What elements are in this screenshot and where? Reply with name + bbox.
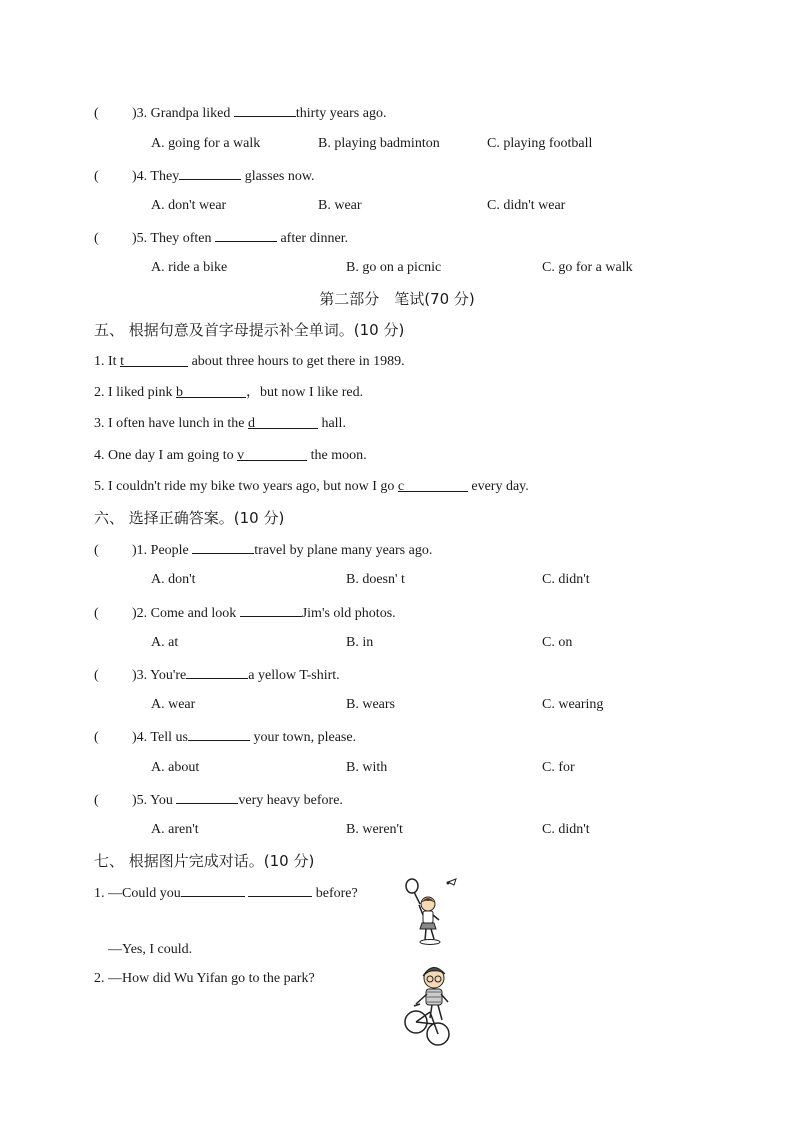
question-1: ( )1. People travel by plane many years ago. bbox=[94, 540, 432, 560]
section-7-title: 七、 根据图片完成对话。(10 分) bbox=[94, 852, 315, 870]
blank[interactable]: c bbox=[398, 478, 468, 492]
blank[interactable] bbox=[240, 603, 302, 617]
option-a[interactable]: A. wear bbox=[151, 697, 196, 712]
blank[interactable] bbox=[248, 883, 312, 897]
answer-paren[interactable]: ( bbox=[94, 106, 99, 121]
dialogue-2-question: 2. —How did Wu Yifan go to the park? bbox=[94, 971, 315, 986]
blank[interactable]: v bbox=[237, 447, 307, 461]
option-a[interactable]: A. aren't bbox=[151, 822, 199, 837]
option-a[interactable]: A. don't wear bbox=[151, 198, 227, 213]
blank[interactable]: b bbox=[176, 384, 246, 398]
option-b[interactable]: B. wears bbox=[346, 697, 395, 712]
section-6-title: 六、 选择正确答案。(10 分) bbox=[94, 509, 285, 527]
blank[interactable] bbox=[179, 166, 241, 180]
option-c[interactable]: C. on bbox=[542, 635, 573, 650]
option-a[interactable]: A. about bbox=[151, 760, 200, 775]
bike-boy-image bbox=[400, 962, 470, 1048]
part-title: 第二部分 笔试(70 分) bbox=[319, 290, 475, 308]
question-4: ( )4. They glasses now. bbox=[94, 166, 315, 186]
answer-paren[interactable]: ( bbox=[94, 793, 99, 808]
answer-paren[interactable]: ( bbox=[94, 231, 99, 246]
option-b[interactable]: B. go on a picnic bbox=[346, 260, 442, 275]
blank[interactable] bbox=[186, 665, 248, 679]
option-b[interactable]: B. weren't bbox=[346, 822, 403, 837]
answer-paren[interactable]: ( bbox=[94, 543, 99, 558]
question-5: ( )5. You very heavy before. bbox=[94, 790, 343, 810]
blank[interactable] bbox=[215, 228, 277, 242]
section-5-title: 五、 根据句意及首字母提示补全单词。(10 分) bbox=[94, 321, 405, 339]
option-b[interactable]: B. wear bbox=[318, 198, 362, 213]
blank[interactable] bbox=[192, 540, 254, 554]
question-5: ( )5. They often after dinner. bbox=[94, 228, 348, 248]
option-b[interactable]: B. doesn' t bbox=[346, 572, 405, 587]
dialogue-1-answer: —Yes, I could. bbox=[108, 942, 193, 957]
blank[interactable] bbox=[181, 883, 245, 897]
option-b[interactable]: B. with bbox=[346, 760, 388, 775]
option-c[interactable]: C. wearing bbox=[542, 697, 604, 712]
option-b[interactable]: B. in bbox=[346, 635, 374, 650]
option-a[interactable]: A. don't bbox=[151, 572, 196, 587]
option-c[interactable]: C. for bbox=[542, 760, 575, 775]
answer-paren[interactable]: ( bbox=[94, 169, 99, 184]
option-c[interactable]: C. playing football bbox=[487, 136, 593, 151]
option-c[interactable]: C. didn't bbox=[542, 822, 590, 837]
fill-item: 3. I often have lunch in the d hall. bbox=[94, 416, 346, 431]
question-2: ( )2. Come and look Jim's old photos. bbox=[94, 603, 396, 623]
badminton-girl-image bbox=[398, 876, 468, 946]
answer-paren[interactable]: ( bbox=[94, 668, 99, 683]
option-b[interactable]: B. playing badminton bbox=[318, 136, 440, 151]
option-a[interactable]: A. ride a bike bbox=[151, 260, 228, 275]
dialogue-1-question: 1. —Could you before? bbox=[94, 883, 358, 903]
option-c[interactable]: C. didn't wear bbox=[487, 198, 566, 213]
option-c[interactable]: C. go for a walk bbox=[542, 260, 633, 275]
blank[interactable] bbox=[176, 790, 238, 804]
question-3: ( )3. You're a yellow T-shirt. bbox=[94, 665, 340, 685]
answer-paren[interactable]: ( bbox=[94, 730, 99, 745]
blank[interactable]: d bbox=[248, 415, 318, 429]
blank[interactable] bbox=[234, 103, 296, 117]
fill-item: 4. One day I am going to v the moon. bbox=[94, 448, 367, 463]
option-a[interactable]: A. at bbox=[151, 635, 179, 650]
option-c[interactable]: C. didn't bbox=[542, 572, 590, 587]
fill-item: 5. I couldn't ride my bike two years ago, but now I go c every day. bbox=[94, 479, 529, 494]
option-a[interactable]: A. going for a walk bbox=[151, 136, 261, 151]
fill-item: 1. It t about three hours to get there in 1989. bbox=[94, 354, 405, 369]
fill-item: 2. I liked pink b ，but now I like red. bbox=[94, 385, 364, 400]
answer-paren[interactable]: ( bbox=[94, 606, 99, 621]
blank[interactable]: t bbox=[120, 353, 188, 367]
blank[interactable] bbox=[188, 727, 250, 741]
question-4: ( )4. Tell us your town, please. bbox=[94, 727, 356, 747]
question-3: ( )3. Grandpa liked thirty years ago. bbox=[94, 103, 386, 123]
